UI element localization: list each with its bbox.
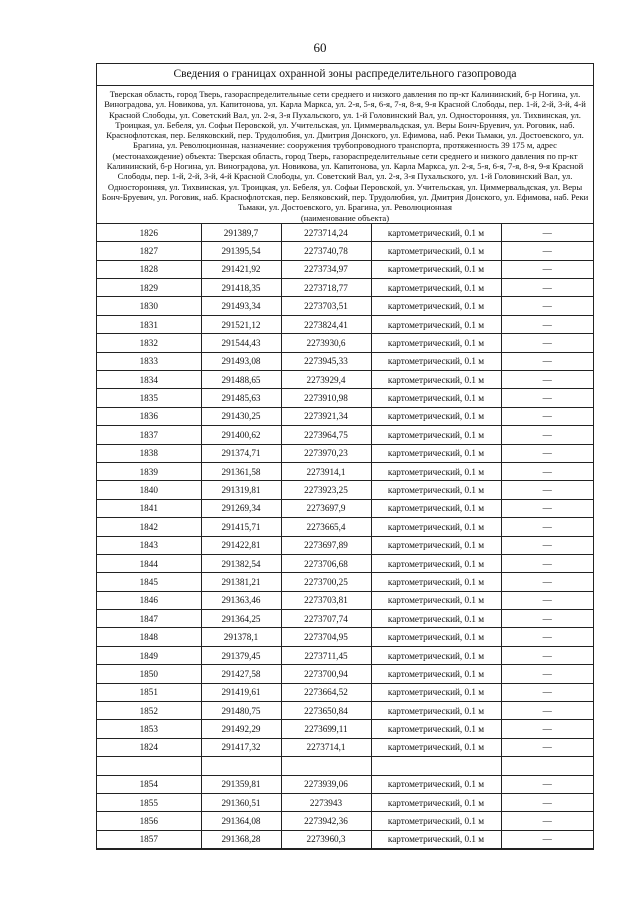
x-coordinate-cell: 291430,25 xyxy=(201,407,281,425)
y-coordinate-cell: 2273914,1 xyxy=(281,462,371,480)
point-number-cell: 1841 xyxy=(97,499,201,517)
x-coordinate-cell: 291418,35 xyxy=(201,279,281,297)
x-coordinate-cell xyxy=(201,757,281,775)
coordinates-table-body xyxy=(97,224,593,849)
description-cell: — xyxy=(501,591,593,609)
x-coordinate-cell: 291364,08 xyxy=(201,812,281,830)
point-number-cell: 1856 xyxy=(97,812,201,830)
description-cell: — xyxy=(501,683,593,701)
page-number: 60 xyxy=(313,40,327,55)
x-coordinate-cell: 291493,34 xyxy=(201,297,281,315)
y-coordinate-cell: 2273824,41 xyxy=(281,315,371,333)
table-row xyxy=(97,279,593,297)
table-row xyxy=(97,554,593,572)
description-cell: — xyxy=(501,426,593,444)
x-coordinate-cell: 291374,71 xyxy=(201,444,281,462)
description-cell: — xyxy=(501,812,593,830)
point-number-cell: 1848 xyxy=(97,628,201,646)
method-cell: картометрический, 0.1 м xyxy=(371,812,501,830)
object-description-text: Тверская область, город Тверь, газораспределительные сети среднего и низкого давления по пр-кт Калининский, б-р Ногина, ул. Виноградова, ул. Новикова, ул. Капитонова, ул. Карла Маркса, ул. 2-я, 5-я, 6-я, 7-я, 8-я, 9-я Красной Слободы, пер. 1-й, 2-й, 3-й, 4-й Красной Слободы, ул. Советский Вал, ул. 2-я, 3-я Пухальского, ул. 1-й Головинский Вал, ул. Односторонняя, ул. Тихвинская, ул. Троицкая, ул. Бебеля, ул. Софьи Перовской, ул. Учительская, ул. Циммервальдская, ул. Веры Бонч-Бруевич, ул. Роговик, наб. Краснофлотская, пер. Беляковский, пер. Трудолюбия, ул. Дмитрия Донского, ул. Ефимова, наб. Реки Тьмаки, ул. Достоевского, ул. Брагина, ул. Революционная, назначение: сооружения трубопроводного транспорта, протяженность 39 175 м, адрес (местонахождение) объекта: Тверская область, город Тверь, газораспределительные сети среднего и низкого давления по пр-кт Калининский, б-р Ногина, ул. Виноградова, ул. Новикова, ул. Капитонова, ул. Карла Маркса, ул. 2-я, 5-я, 6-я, 7-я, 8-я, 9-я Красной Слободы, пер. 1-й, 2-й, 3-й, 4-й Красной Слободы, ул. Советский Вал, ул. 2-я, 3-я Пухальского, ул. 1-й Головинский Вал, ул. Односторонняя, ул. Тихвинская, ул. Троицкая, ул. Бебеля, ул. Софьи Перовской, ул. Учительская, ул. Циммервальдская, ул. Веры Бонч-Бруевич, ул. Роговик, наб. Краснофлотская, пер. Беляковский, пер. Трудолюбия, ул. Дмитрия Донского, ул. Ефимова, наб. Реки Тьмаки, ул. Достоевского, ул. Брагина, ул. Революционная xyxy=(101,89,589,213)
table-row xyxy=(97,738,593,756)
table-row xyxy=(97,793,593,811)
x-coordinate-cell: 291493,08 xyxy=(201,352,281,370)
y-coordinate-cell: 2273921,34 xyxy=(281,407,371,425)
point-number-cell: 1852 xyxy=(97,702,201,720)
table-row xyxy=(97,315,593,333)
method-cell: картометрический, 0.1 м xyxy=(371,683,501,701)
object-caption: (наименование объекта) xyxy=(300,212,390,223)
point-number-cell: 1836 xyxy=(97,407,201,425)
point-number-cell: 1839 xyxy=(97,462,201,480)
description-cell: — xyxy=(501,610,593,628)
description-cell: — xyxy=(501,499,593,517)
description-cell: — xyxy=(501,352,593,370)
method-cell: картометрический, 0.1 м xyxy=(371,407,501,425)
x-coordinate-cell: 291400,62 xyxy=(201,426,281,444)
method-cell: картометрический, 0.1 м xyxy=(371,702,501,720)
y-coordinate-cell: 2273706,68 xyxy=(281,554,371,572)
method-cell: картометрический, 0.1 м xyxy=(371,297,501,315)
x-coordinate-cell: 291364,25 xyxy=(201,610,281,628)
description-cell: — xyxy=(501,775,593,793)
method-cell: картометрический, 0.1 м xyxy=(371,738,501,756)
table-row xyxy=(97,830,593,848)
description-cell: — xyxy=(501,518,593,536)
method-cell: картометрический, 0.1 м xyxy=(371,444,501,462)
table-row xyxy=(97,775,593,793)
method-cell: картометрический, 0.1 м xyxy=(371,499,501,517)
y-coordinate-cell: 2273704,95 xyxy=(281,628,371,646)
point-number-cell: 1849 xyxy=(97,646,201,664)
point-number-cell: 1837 xyxy=(97,426,201,444)
point-number-cell: 1835 xyxy=(97,389,201,407)
table-row xyxy=(97,352,593,370)
boundary-sheet xyxy=(96,63,594,850)
description-cell: — xyxy=(501,830,593,848)
method-cell: картометрический, 0.1 м xyxy=(371,370,501,388)
y-coordinate-cell: 2273740,78 xyxy=(281,242,371,260)
method-cell: картометрический, 0.1 м xyxy=(371,610,501,628)
description-cell: — xyxy=(501,665,593,683)
method-cell: картометрический, 0.1 м xyxy=(371,352,501,370)
y-coordinate-cell: 2273718,77 xyxy=(281,279,371,297)
y-coordinate-cell: 2273930,6 xyxy=(281,334,371,352)
method-cell: картометрический, 0.1 м xyxy=(371,830,501,848)
y-coordinate-cell: 2273699,11 xyxy=(281,720,371,738)
point-number-cell xyxy=(97,757,201,775)
x-coordinate-cell: 291389,7 xyxy=(201,224,281,242)
y-coordinate-cell: 2273697,9 xyxy=(281,499,371,517)
method-cell: картометрический, 0.1 м xyxy=(371,775,501,793)
method-cell: картометрический, 0.1 м xyxy=(371,536,501,554)
table-row xyxy=(97,462,593,480)
description-cell: — xyxy=(501,315,593,333)
table-row xyxy=(97,812,593,830)
point-number-cell: 1826 xyxy=(97,224,201,242)
coordinates-table xyxy=(97,224,593,849)
description-cell: — xyxy=(501,462,593,480)
method-cell xyxy=(371,757,501,775)
point-number-cell: 1827 xyxy=(97,242,201,260)
table-row xyxy=(97,628,593,646)
y-coordinate-cell: 2273945,33 xyxy=(281,352,371,370)
description-cell: — xyxy=(501,242,593,260)
point-number-cell: 1838 xyxy=(97,444,201,462)
point-number-cell: 1834 xyxy=(97,370,201,388)
point-number-cell: 1846 xyxy=(97,591,201,609)
table-row xyxy=(97,242,593,260)
x-coordinate-cell: 291361,58 xyxy=(201,462,281,480)
method-cell: картометрический, 0.1 м xyxy=(371,554,501,572)
description-cell: — xyxy=(501,334,593,352)
method-cell: картометрический, 0.1 м xyxy=(371,426,501,444)
method-cell: картометрический, 0.1 м xyxy=(371,793,501,811)
table-row xyxy=(97,573,593,591)
point-number-cell: 1850 xyxy=(97,665,201,683)
table-row xyxy=(97,610,593,628)
table-row xyxy=(97,665,593,683)
table-row xyxy=(97,591,593,609)
method-cell: картометрический, 0.1 м xyxy=(371,481,501,499)
method-cell: картометрический, 0.1 м xyxy=(371,646,501,664)
description-cell: — xyxy=(501,738,593,756)
table-row xyxy=(97,536,593,554)
description-cell: — xyxy=(501,444,593,462)
y-coordinate-cell: 2273942,36 xyxy=(281,812,371,830)
point-number-cell: 1844 xyxy=(97,554,201,572)
point-number-cell: 1847 xyxy=(97,610,201,628)
y-coordinate-cell: 2273734,97 xyxy=(281,260,371,278)
method-cell: картометрический, 0.1 м xyxy=(371,573,501,591)
point-number-cell: 1840 xyxy=(97,481,201,499)
x-coordinate-cell: 291421,92 xyxy=(201,260,281,278)
description-cell: — xyxy=(501,536,593,554)
description-cell: — xyxy=(501,720,593,738)
y-coordinate-cell: 2273714,24 xyxy=(281,224,371,242)
y-coordinate-cell: 2273711,45 xyxy=(281,646,371,664)
x-coordinate-cell: 291492,29 xyxy=(201,720,281,738)
sheet-heading: Сведения о границах охранной зоны распределительного газопровода xyxy=(97,64,593,86)
y-coordinate-cell: 2273923,25 xyxy=(281,481,371,499)
x-coordinate-cell: 291381,21 xyxy=(201,573,281,591)
method-cell: картометрический, 0.1 м xyxy=(371,279,501,297)
description-cell xyxy=(501,757,593,775)
method-cell: картометрический, 0.1 м xyxy=(371,315,501,333)
y-coordinate-cell xyxy=(281,757,371,775)
x-coordinate-cell: 291359,81 xyxy=(201,775,281,793)
point-number-cell: 1845 xyxy=(97,573,201,591)
table-row xyxy=(97,702,593,720)
description-cell: — xyxy=(501,481,593,499)
y-coordinate-cell: 2273650,84 xyxy=(281,702,371,720)
x-coordinate-cell: 291544,43 xyxy=(201,334,281,352)
x-coordinate-cell: 291485,63 xyxy=(201,389,281,407)
point-number-cell: 1851 xyxy=(97,683,201,701)
y-coordinate-cell: 2273964,75 xyxy=(281,426,371,444)
table-row xyxy=(97,646,593,664)
point-number-cell: 1843 xyxy=(97,536,201,554)
method-cell: картометрический, 0.1 м xyxy=(371,518,501,536)
point-number-cell: 1855 xyxy=(97,793,201,811)
point-number-cell: 1824 xyxy=(97,738,201,756)
x-coordinate-cell: 291417,32 xyxy=(201,738,281,756)
point-number-cell: 1842 xyxy=(97,518,201,536)
table-row xyxy=(97,389,593,407)
point-number-cell: 1829 xyxy=(97,279,201,297)
y-coordinate-cell: 2273697,89 xyxy=(281,536,371,554)
x-coordinate-cell: 291488,65 xyxy=(201,370,281,388)
method-cell: картометрический, 0.1 м xyxy=(371,334,501,352)
x-coordinate-cell: 291379,45 xyxy=(201,646,281,664)
description-cell: — xyxy=(501,646,593,664)
method-cell: картометрический, 0.1 м xyxy=(371,720,501,738)
x-coordinate-cell: 291419,61 xyxy=(201,683,281,701)
method-cell: картометрический, 0.1 м xyxy=(371,665,501,683)
x-coordinate-cell: 291368,28 xyxy=(201,830,281,848)
point-number-cell: 1854 xyxy=(97,775,201,793)
description-cell: — xyxy=(501,793,593,811)
y-coordinate-cell: 2273960,3 xyxy=(281,830,371,848)
method-cell: картометрический, 0.1 м xyxy=(371,591,501,609)
table-row xyxy=(97,370,593,388)
x-coordinate-cell: 291269,34 xyxy=(201,499,281,517)
y-coordinate-cell: 2273703,51 xyxy=(281,297,371,315)
x-coordinate-cell: 291480,75 xyxy=(201,702,281,720)
table-row xyxy=(97,297,593,315)
y-coordinate-cell: 2273707,74 xyxy=(281,610,371,628)
table-row xyxy=(97,720,593,738)
y-coordinate-cell: 2273664,52 xyxy=(281,683,371,701)
x-coordinate-cell: 291360,51 xyxy=(201,793,281,811)
y-coordinate-cell: 2273939,06 xyxy=(281,775,371,793)
y-coordinate-cell: 2273700,25 xyxy=(281,573,371,591)
point-number-cell: 1830 xyxy=(97,297,201,315)
description-cell: — xyxy=(501,389,593,407)
table-row xyxy=(97,407,593,425)
description-cell: — xyxy=(501,370,593,388)
x-coordinate-cell: 291395,54 xyxy=(201,242,281,260)
point-number-cell: 1828 xyxy=(97,260,201,278)
x-coordinate-cell: 291382,54 xyxy=(201,554,281,572)
description-cell: — xyxy=(501,407,593,425)
table-row xyxy=(97,518,593,536)
method-cell: картометрический, 0.1 м xyxy=(371,260,501,278)
point-number-cell: 1833 xyxy=(97,352,201,370)
description-cell: — xyxy=(501,702,593,720)
point-number-cell: 1832 xyxy=(97,334,201,352)
y-coordinate-cell: 2273943 xyxy=(281,793,371,811)
x-coordinate-cell: 291415,71 xyxy=(201,518,281,536)
method-cell: картометрический, 0.1 м xyxy=(371,462,501,480)
y-coordinate-cell: 2273665,4 xyxy=(281,518,371,536)
description-cell: — xyxy=(501,297,593,315)
point-number-cell: 1857 xyxy=(97,830,201,848)
method-cell: картометрический, 0.1 м xyxy=(371,389,501,407)
y-coordinate-cell: 2273700,94 xyxy=(281,665,371,683)
x-coordinate-cell: 291378,1 xyxy=(201,628,281,646)
x-coordinate-cell: 291521,12 xyxy=(201,315,281,333)
description-cell: — xyxy=(501,260,593,278)
point-number-cell: 1831 xyxy=(97,315,201,333)
x-coordinate-cell: 291422,81 xyxy=(201,536,281,554)
method-cell: картометрический, 0.1 м xyxy=(371,628,501,646)
table-row xyxy=(97,224,593,242)
y-coordinate-cell: 2273703,81 xyxy=(281,591,371,609)
point-number-cell: 1853 xyxy=(97,720,201,738)
table-row xyxy=(97,444,593,462)
y-coordinate-cell: 2273970,23 xyxy=(281,444,371,462)
description-cell: — xyxy=(501,279,593,297)
y-coordinate-cell: 2273714,1 xyxy=(281,738,371,756)
description-cell: — xyxy=(501,554,593,572)
table-row xyxy=(97,481,593,499)
method-cell: картометрический, 0.1 м xyxy=(371,224,501,242)
object-description xyxy=(97,86,593,224)
y-coordinate-cell: 2273929,4 xyxy=(281,370,371,388)
y-coordinate-cell: 2273910,98 xyxy=(281,389,371,407)
table-row xyxy=(97,757,593,775)
table-row xyxy=(97,260,593,278)
table-row xyxy=(97,499,593,517)
table-row xyxy=(97,426,593,444)
description-cell: — xyxy=(501,224,593,242)
x-coordinate-cell: 291363,46 xyxy=(201,591,281,609)
description-cell: — xyxy=(501,573,593,591)
description-cell: — xyxy=(501,628,593,646)
table-row xyxy=(97,334,593,352)
method-cell: картометрический, 0.1 м xyxy=(371,242,501,260)
x-coordinate-cell: 291427,58 xyxy=(201,665,281,683)
table-row xyxy=(97,683,593,701)
x-coordinate-cell: 291319,81 xyxy=(201,481,281,499)
